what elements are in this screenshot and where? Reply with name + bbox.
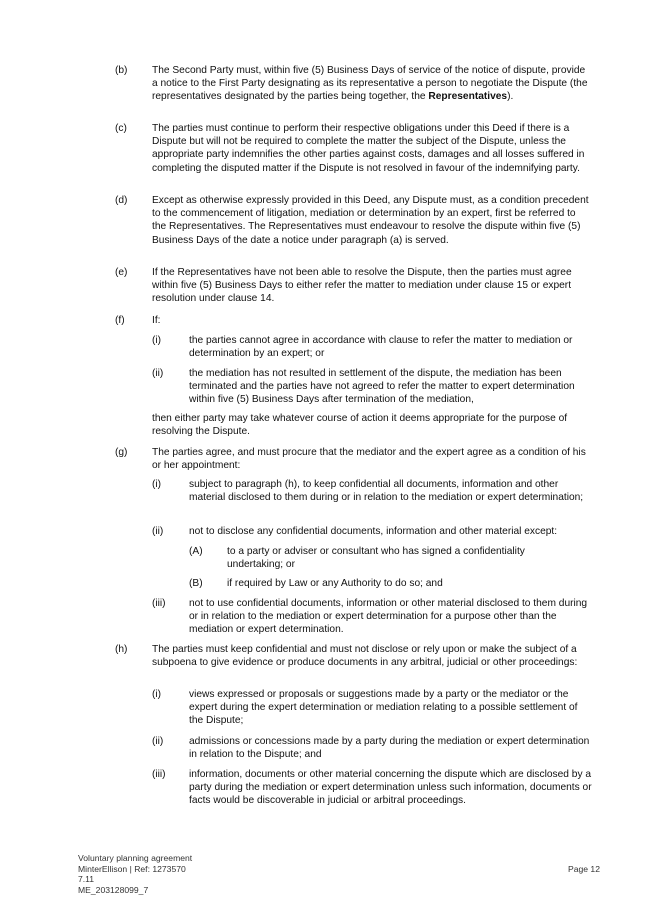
footer-document-id: ME_203128099_7 (78, 884, 149, 895)
clause-g-A-text: to a party or adviser or consultant who has signed a confidentiality undertaking; or (227, 546, 525, 571)
clause-h-iii-text: information, documents or other material concerning the dispute which are disclosed by a party during the mediation or expert determination unless such information, documents or facts would be discoverable in judicial or arbitral proceedings. (189, 769, 592, 807)
clause-d-text: Except as otherwise expressly provided in this Deed, any Dispute must, as a condition precedent to the commencement of litigation, mediation or determination by an expert, first be referred to the Representatives. The Representatives must endeavour to resolve the dispute within five (5) Business Days of the date a notice under paragraph (a) is served. (152, 195, 589, 246)
page-number: Page 12 (567, 864, 600, 874)
representatives-term: Representatives (428, 91, 508, 103)
footer-document-title: Voluntary planning agreement (78, 853, 193, 863)
clause-b-text-post: ). (507, 91, 514, 103)
clause-g-i-text: subject to paragraph (h), to keep confidential all documents, information and other material disclosed to them during or in relation to the mediation or expert determination; (189, 479, 584, 504)
clause-h-label: (h) (115, 644, 128, 655)
clause-b-label: (b) (115, 65, 128, 76)
clause-g-text: The parties agree, and must procure that the mediator and the expert agree as a condition of his or her appointment: (152, 447, 586, 472)
clause-g-iii-text: not to use confidential documents, information or other material disclosed to them during or in relation to the mediation or expert determination for a purpose other than the mediation or expert determination. (189, 598, 588, 636)
clause-g-i-label: (i) (152, 479, 162, 490)
clause-d-label: (d) (115, 195, 128, 206)
clause-c-label: (c) (115, 123, 127, 134)
clause-f-i-label: (i) (152, 335, 162, 346)
clause-e-text: If the Representatives have not been able to resolve the Dispute, then the parties must agree within five (5) Business Days to either refer the matter to mediation under clause 15 or expert resolution under clause 14. (152, 267, 572, 305)
clause-f-i-text: the parties cannot agree in accordance with clause to refer the matter to mediation or determination by an expert; or (189, 335, 573, 360)
clause-h-iii-label: (iii) (152, 769, 166, 780)
clause-f-text: If: (152, 315, 161, 326)
clause-f-tail-text: then either party may take whatever course of action it deems appropriate for the purpose of resolving the Dispute. (152, 413, 568, 438)
clause-g-iii-label: (iii) (152, 598, 166, 609)
clause-h-i-text: views expressed or proposals or suggestions made by a party or the mediator or the expert during the expert determination or mediation relating to a possible settlement of the Dispute; (189, 689, 578, 727)
clause-g-B-label: (B) (189, 578, 203, 589)
clause-b-text-pre: The Second Party must, within five (5) Business Days of service of the notice of dispute, provide a notice to the First Party designating as its representative a person to negotiate the Dispute (the representatives designated by the parties being together, the (152, 65, 588, 103)
clause-h-i-label: (i) (152, 689, 162, 700)
clause-h-text: The parties must keep confidential and must not disclose or rely upon or make the subject of a subpoena to give evidence or produce documents in any arbitral, judicial or other proceedings: (152, 644, 578, 669)
clause-g-B-text: if required by Law or any Authority to do so; and (227, 578, 443, 589)
clause-f-ii-label: (ii) (152, 368, 164, 379)
clause-c-text: The parties must continue to perform their respective obligations under this Deed if there is a Dispute but will not be required to complete the matter the subject of the Dispute, unless the appropriate party indemnifies the other parties against costs, damages and all losses suffered in completing the disputed matter if the Dispute is not resolved in favour of the indemnifying party. (152, 123, 585, 174)
clause-g-ii-label: (ii) (152, 526, 164, 537)
footer-reference: MinterEllison | Ref: 1273570 (78, 863, 186, 874)
clause-g-A-label: (A) (189, 546, 203, 557)
clause-f-ii-text: the mediation has not resulted in settlement of the dispute, the mediation has been terminated and the parties have not agreed to refer the matter to expert determination within five (5) Business Days after termination of the mediation, (189, 368, 575, 406)
clause-g-ii-text: not to disclose any confidential documents, information and other material except: (189, 526, 558, 537)
clause-e-label: (e) (115, 267, 128, 278)
footer-block (78, 853, 298, 895)
footer-version: 7.11 (78, 874, 95, 885)
clause-f-label: (f) (115, 315, 125, 326)
clause-h-ii-label: (ii) (152, 736, 164, 747)
clause-h-ii-text: admissions or concessions made by a party during the mediation or expert determination in relation to the Dispute; and (189, 736, 590, 761)
clause-b-text (152, 64, 592, 104)
clause-g-label: (g) (115, 447, 128, 458)
